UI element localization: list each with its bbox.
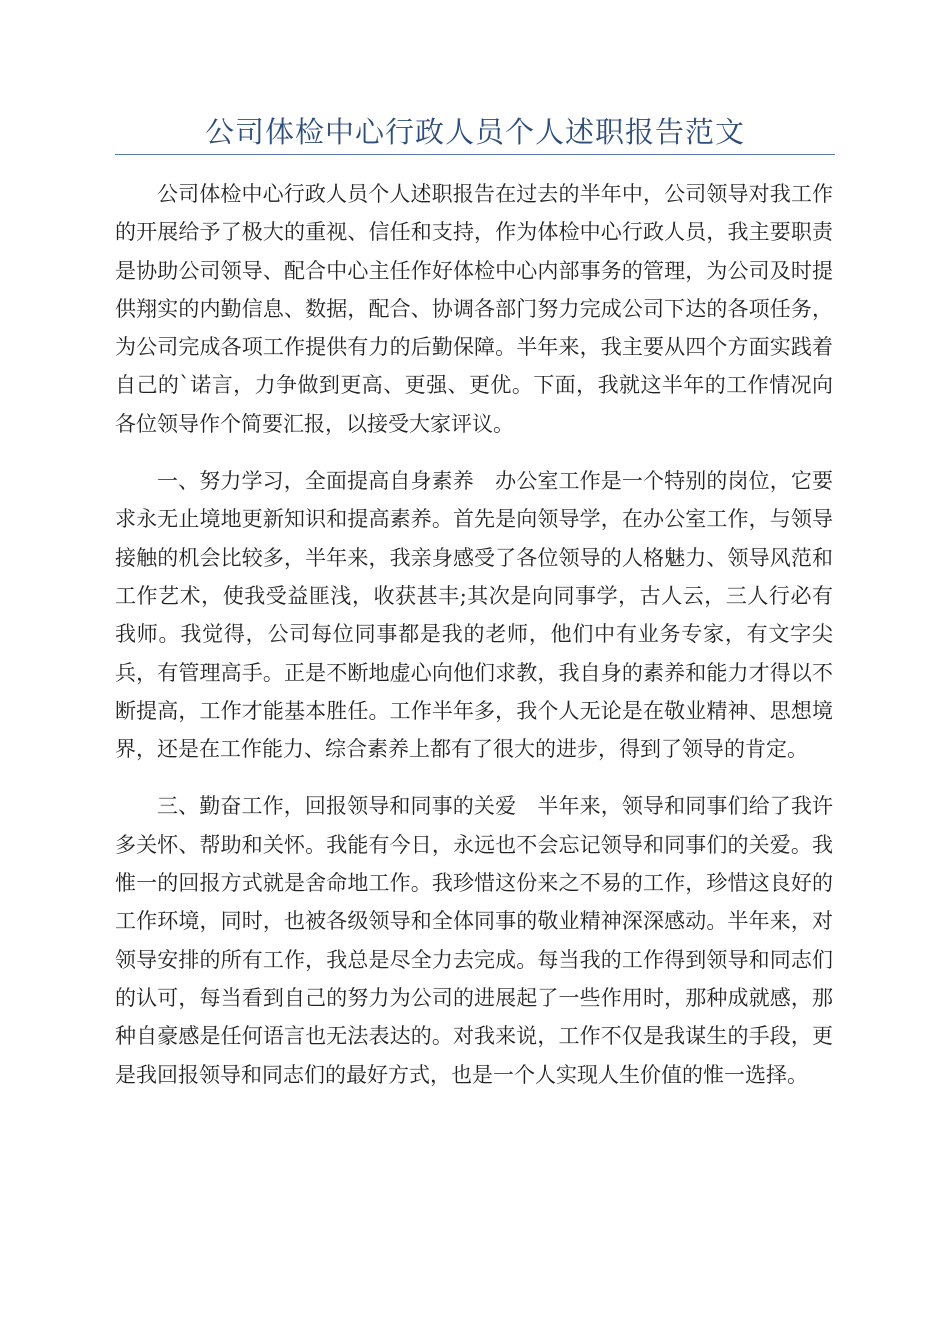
document-body (115, 175, 833, 1113)
title-underline (115, 154, 835, 155)
paragraph-intro: 公司体检中心行政人员个人述职报告在过去的半年中，公司领导对我工作的开展给予了极大的重视、信任和支持，作为体检中心行政人员，我主要职责是协助公司领导、配合中心主任作好体检中心内部事务的管理，为公司及时提供翔实的内勤信息、数据，配合、协调各部门努力完成公司下达的各项任务，为公司完成各项工作提供有力的后勤保障。半年来，我主要从四个方面实践着自己的`诺言，力争做到更高、更强、更优。下面，我就这半年的工作情况向各位领导作个简要汇报，以接受大家评议。 (115, 182, 833, 436)
document-title: 公司体检中心行政人员个人述职报告范文 (204, 115, 745, 149)
paragraph-study: 一、努力学习，全面提高自身素养 办公室工作是一个特别的岗位，它要求永无止境地更新知识和提高素养。首先是向领导学，在办公室工作，与领导接触的机会比较多，半年来，我亲身感受了各位领导的人格魅力、领导风范和工作艺术，使我受益匪浅，收获甚丰;其次是向同事学，古人云，三人行必有我师。我觉得，公司每位同事都是我的老师，他们中有业务专家，有文字尖兵，有管理高手。正是不断地虚心向他们求教，我自身的素养和能力才得以不断提高，工作才能基本胜任。工作半年多，我个人无论是在敬业精神、思想境界，还是在工作能力、综合素养上都有了很大的进步，得到了领导的肯定。 (115, 469, 833, 762)
paragraph-work: 三、勤奋工作，回报领导和同事的关爱 半年来，领导和同事们给了我许多关怀、帮助和关怀。我能有今日，永远也不会忘记领导和同事们的关爱。我惟一的回报方式就是舍命地工作。我珍惜这份来之不易的工作，珍惜这良好的工作环境，同时，也被各级领导和全体同事的敬业精神深深感动。半年来，对领导安排的所有工作，我总是尽全力去完成。每当我的工作得到领导和同志们的认可，每当看到自己的努力为公司的进展起了一些作用时，那种成就感，那种自豪感是任何语言也无法表达的。对我来说，工作不仅是我谋生的手段，更是我回报领导和同志们的最好方式，也是一个人实现人生价值的惟一选择。 (115, 794, 833, 1087)
